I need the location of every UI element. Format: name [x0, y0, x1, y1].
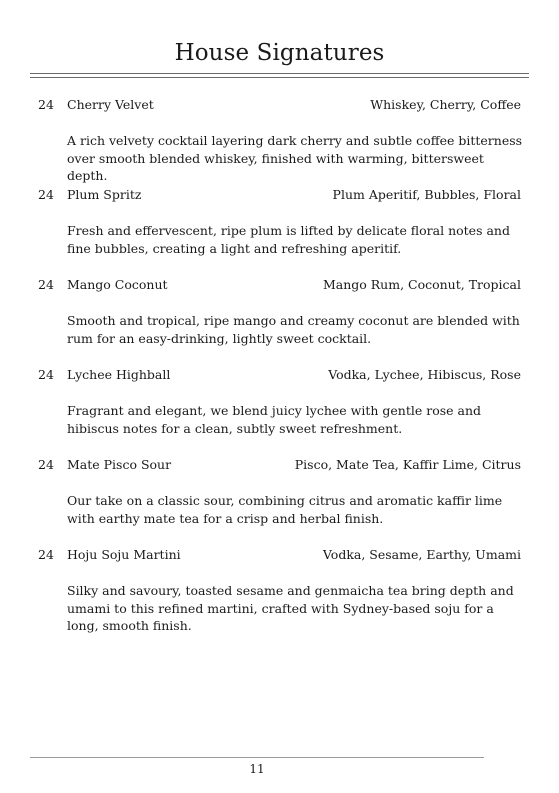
item-description: Fragrant and elegant, we blend juicy lychee with gentle rose and hibiscus notes for a clean, subtly sweet refreshment.	[67, 403, 482, 436]
page-number: 11	[249, 762, 265, 776]
title-rule-bottom	[30, 77, 529, 78]
item-price: 24	[38, 187, 54, 202]
footer-rule	[30, 757, 484, 758]
item-price: 24	[38, 277, 54, 292]
menu-item	[0, 96, 559, 186]
item-tags: Pisco, Mate Tea, Kaffir Lime, Citrus	[294, 457, 521, 472]
menu-item	[0, 276, 559, 366]
item-name: Lychee Highball	[67, 367, 171, 382]
menu-item	[0, 366, 559, 456]
item-price: 24	[38, 367, 54, 382]
item-name: Plum Spritz	[67, 187, 142, 202]
title-rule-top	[30, 73, 529, 74]
item-description: Our take on a classic sour, combining citrus and aromatic kaffir lime with earthy mate tea for a crisp and herbal finish.	[67, 493, 503, 526]
item-price: 24	[38, 97, 54, 112]
item-tags: Whiskey, Cherry, Coffee	[370, 97, 521, 112]
item-description: Smooth and tropical, ripe mango and creamy coconut are blended with rum for an easy-drinking, lightly sweet cocktail.	[67, 313, 520, 346]
menu-item	[0, 546, 559, 636]
item-tags: Vodka, Lychee, Hibiscus, Rose	[328, 367, 521, 382]
item-tags: Mango Rum, Coconut, Tropical	[322, 277, 521, 292]
item-description: A rich velvety cocktail layering dark cherry and subtle coffee bitterness over smooth blended whiskey, finished with warming, bittersweet depth.	[67, 133, 523, 183]
item-tags: Vodka, Sesame, Earthy, Umami	[322, 547, 521, 562]
item-description: Fresh and effervescent, ripe plum is lifted by delicate floral notes and fine bubbles, creating a light and refreshing aperitif.	[67, 223, 510, 256]
menu-item	[0, 456, 559, 546]
item-price: 24	[38, 457, 54, 472]
item-name: Cherry Velvet	[67, 97, 154, 112]
item-description: Silky and savoury, toasted sesame and genmaicha tea bring depth and umami to this refined martini, crafted with Sydney-based soju for a long, smooth finish.	[67, 583, 514, 633]
menu-item	[0, 186, 559, 276]
item-name: Mate Pisco Sour	[67, 457, 172, 472]
item-name: Mango Coconut	[67, 277, 168, 292]
item-name: Hoju Soju Martini	[67, 547, 181, 562]
item-price: 24	[38, 547, 54, 562]
menu-list	[0, 96, 559, 636]
item-tags: Plum Aperitif, Bubbles, Floral	[332, 187, 521, 202]
page-title: House Signatures	[174, 40, 385, 66]
